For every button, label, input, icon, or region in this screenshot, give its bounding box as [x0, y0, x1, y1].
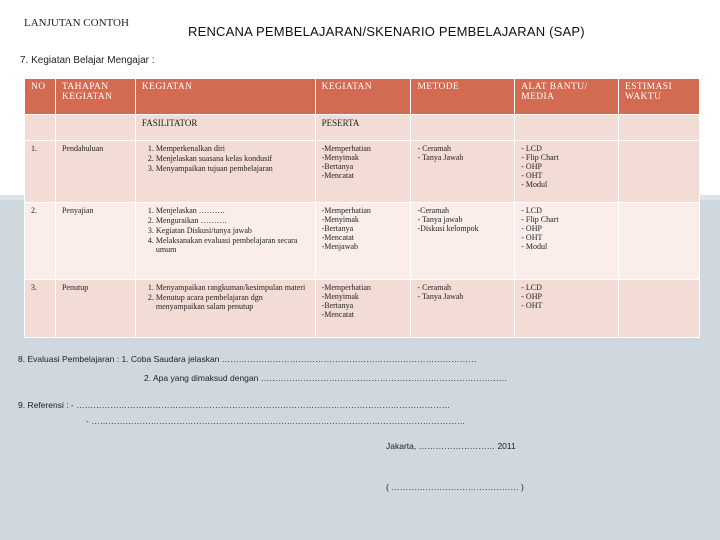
- list-item: -Menyimak: [321, 215, 359, 224]
- referensi-line-2: - ……………………………………………………………………………………………………………………: [86, 416, 466, 426]
- table-subheader-row: [25, 115, 700, 141]
- row-tahapan: Penyajian: [55, 203, 135, 280]
- signature-name: ( ……………………………………… ): [386, 482, 524, 492]
- list-item: -Mencatat: [321, 310, 355, 319]
- subheader-fasilitator: FASILITATOR: [135, 115, 315, 141]
- list-item: - LCD: [521, 144, 542, 153]
- fasilitator-list: [142, 206, 309, 254]
- subheader-peserta: PESERTA: [315, 115, 411, 141]
- table-header-row: [25, 79, 700, 115]
- list-item: 4. Melaksanakan evaluasi pembelajaran secara umum: [156, 236, 309, 254]
- header-metode: METODE: [411, 79, 515, 115]
- list-item: -Mencatat: [321, 171, 355, 180]
- header-no: NO: [25, 79, 56, 115]
- list-item: - LCD: [521, 283, 542, 292]
- list-item: -Menjawab: [321, 242, 359, 251]
- list-item: -Menyimak: [321, 292, 359, 301]
- sap-table: [24, 78, 700, 338]
- header-kegiatan-peserta: KEGIATAN: [315, 79, 411, 115]
- signature-place-date: Jakarta, ……………………… 2011: [386, 441, 516, 451]
- row-no: 1.: [25, 141, 56, 203]
- row-no: 3.: [25, 280, 56, 338]
- list-item: 3. Menyampaikan tujuan pembelajaran: [156, 164, 309, 173]
- table-row: [25, 141, 700, 203]
- referensi-line-1: 9. Referensi : - ……………………………………………………………………………………………………………………: [18, 400, 451, 410]
- top-label: LANJUTAN CONTOH: [24, 17, 129, 29]
- list-item: -Bertanya: [321, 224, 354, 233]
- list-item: - OHP: [521, 162, 542, 171]
- fasilitator-list: [142, 144, 309, 173]
- header-kegiatan-fasilitator: KEGIATAN: [135, 79, 315, 115]
- list-item: -Memperhatian: [321, 144, 371, 153]
- list-item: - Tanya Jawab: [417, 153, 464, 162]
- list-item: -Menyimak: [321, 153, 359, 162]
- list-item: -Memperhatian: [321, 283, 371, 292]
- list-item: - Tanya jawab: [417, 215, 463, 224]
- list-item: -Ceramah: [417, 206, 449, 215]
- list-item: - Ceramah: [417, 144, 451, 153]
- list-item: - Modul: [521, 242, 548, 251]
- table-row: [25, 280, 700, 338]
- list-item: - OHT: [521, 171, 543, 180]
- section-7-heading: 7. Kegiatan Belajar Mengajar :: [20, 55, 155, 66]
- list-item: - OHT: [521, 301, 543, 310]
- list-item: 2. Menguraikan ……….: [156, 216, 309, 225]
- list-item: - Modul: [521, 180, 548, 189]
- table-row: [25, 203, 700, 280]
- list-item: - OHT: [521, 233, 543, 242]
- row-tahapan: Penutup: [55, 280, 135, 338]
- list-item: -Diskusi kelompok: [417, 224, 479, 233]
- list-item: -Memperhatian: [321, 206, 371, 215]
- list-item: -Bertanya: [321, 162, 354, 171]
- list-item: 1. Menyampaikan rangkuman/kesimpulan materi: [156, 283, 309, 292]
- evaluasi-line-1: 8. Evaluasi Pembelajaran : 1. Coba Saudara jelaskan ………………………………………………………………………………: [18, 354, 477, 364]
- header-estimasi-waktu: ESTIMASI WAKTU: [619, 79, 700, 115]
- list-item: - Ceramah: [417, 283, 451, 292]
- list-item: 2. Menjelaskan suasana kelas kondusif: [156, 154, 309, 163]
- list-item: 3. Kegiatan Diskusi/tanya jawab: [156, 226, 309, 235]
- list-item: - OHP: [521, 292, 542, 301]
- list-item: 2. Menutup acara pembelajaran dgn menyampaikan salam penutup: [156, 293, 309, 311]
- list-item: -Bertanya: [321, 301, 354, 310]
- fasilitator-list: [142, 283, 309, 311]
- list-item: -Mencatat: [321, 233, 355, 242]
- row-no: 2.: [25, 203, 56, 280]
- list-item: - OHP: [521, 224, 542, 233]
- header-tahapan: TAHAPAN KEGIATAN: [55, 79, 135, 115]
- header-alat-bantu: ALAT BANTU/ MEDIA: [515, 79, 619, 115]
- list-item: - LCD: [521, 206, 542, 215]
- list-item: - Flip Chart: [521, 215, 559, 224]
- list-item: - Flip Chart: [521, 153, 559, 162]
- row-tahapan: Pendahuluan: [55, 141, 135, 203]
- list-item: 1. Memperkenalkan diri: [156, 144, 309, 153]
- evaluasi-line-2: 2. Apa yang dimaksud dengan ……………………………………………………………………………: [144, 373, 508, 383]
- list-item: 1. Menjelaskan ……….: [156, 206, 309, 215]
- list-item: - Tanya Jawab: [417, 292, 464, 301]
- page-title: RENCANA PEMBELAJARAN/SKENARIO PEMBELAJARAN (SAP): [188, 24, 585, 39]
